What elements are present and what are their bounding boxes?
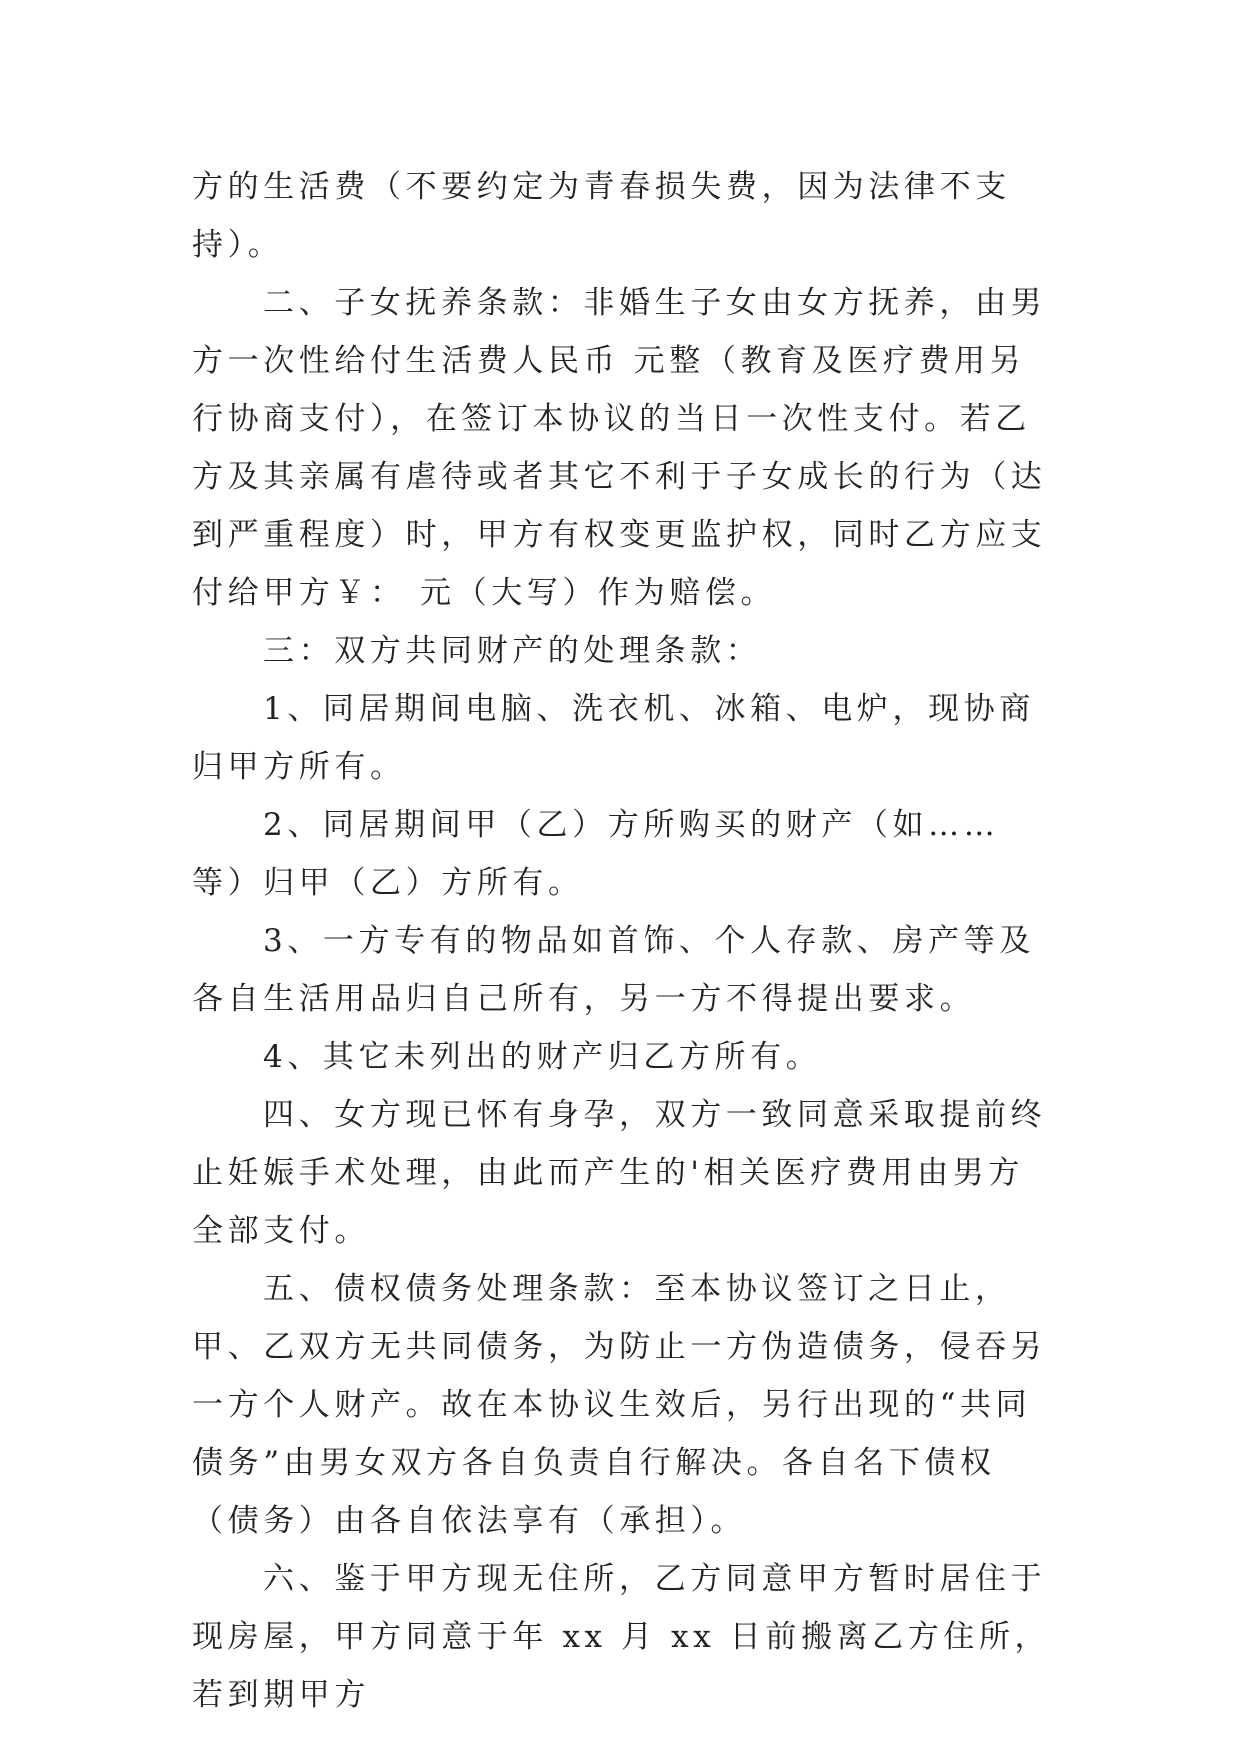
paragraph-residence-clause: 六、鉴于甲方现无住所，乙方同意甲方暂时居住于现房屋，甲方同意于年 xx 月 xx 日前搬离乙方住所，若到期甲方 [192, 1561, 1051, 1713]
paragraph-living-expenses-continued: 方的生活费（不要约定为青春损失费，因为法律不支持）。 [192, 169, 1011, 263]
paragraph-property-item-2: 2、同居期间甲（乙）方所购买的财产（如……等）归甲（乙）方所有。 [192, 807, 1000, 901]
paragraph-property-item-3: 3、一方专有的物品如首饰、个人存款、房产等及各自生活用品归自己所有，另一方不得提出要求。 [192, 923, 1035, 1017]
paragraph-pregnancy-clause: 四、女方现已怀有身孕，双方一致同意采取提前终止妊娠手术处理，由此而产生的'相关医疗费用由男方全部支付。 [192, 1097, 1047, 1249]
paragraph-property-item-1: 1、同居期间电脑、洗衣机、冰箱、电炉，现协商归甲方所有。 [192, 691, 1035, 785]
document-body [192, 158, 1054, 1724]
paragraph-debt-clause: 五、债权债务处理条款：至本协议签订之日止，甲、乙双方无共同债务，为防止一方伪造债务，侵吞另一方个人财产。故在本协议生效后，另行出现的“共同债务”由男女双方各自负责自行解决。各自名下债权（债务）由各自依法享有（承担）。 [192, 1271, 1047, 1539]
paragraph-child-support-clause: 二、子女抚养条款：非婚生子女由女方抚养，由男方一次性给付生活费人民币 元整（教育及医疗费用另行协商支付），在签订本协议的当日一次性支付。若乙方及其亲属有虐待或者其它不利于子女成长的行为（达到严重程度）时，甲方有权变更监护权，同时乙方应支付给甲方￥： 元（大写）作为赔偿。 [192, 285, 1047, 611]
paragraph-property-item-4: 4、其它未列出的财产归乙方所有。 [263, 1039, 822, 1075]
paragraph-joint-property-heading: 三：双方共同财产的处理条款： [263, 633, 762, 669]
